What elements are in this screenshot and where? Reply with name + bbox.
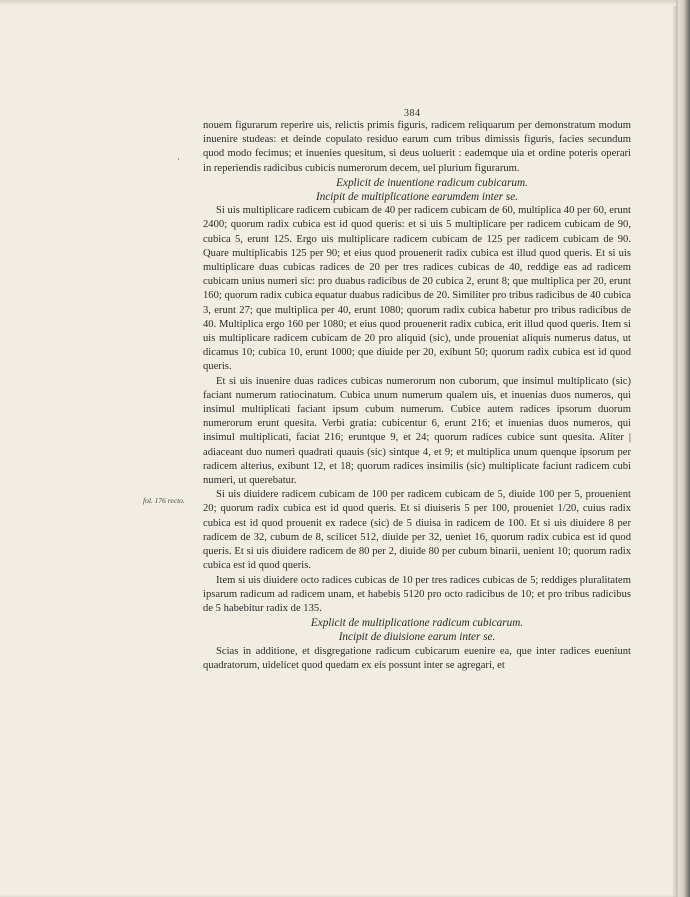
paragraph: nouem figurarum reperire uis, relictis primis figuris, radicem reliquarum per demonstratum modum inuenire studeas: et deinde copulato residuo earum cum tribus dimissis figuris, facies secundum quod modo fecimus; et inuenies quesitum, si deus uoluerit : eademque uia et ordine poteris operari in reperiendis radicibus cubicis numerorum decem, uel plurium figurarum. xyxy=(203,120,631,174)
section-heading: Incipit de diuisione earum inter se. xyxy=(338,631,496,644)
paragraph: Scias in additione, et disgregatione radicum cubicarum euenire ea, que inter radices eueniunt quadratorum, uidelicet quod quedam ex eis possunt inter se agregari, et xyxy=(203,645,631,671)
paragraph: Si uis diuidere radicem cubicam de 100 per radicem cubicam de 5, diuide 100 per 5, prouenient 20; quorum radix cubica est id quod queris. Et si diuiseris 5 per 100, proueniet 1/20, cuius radix cubica est id quod prouenit ex radece (sic) de 5 diuisa in radicem de 100. Et si uis diuidere 8 per radicem de 32, cubum de 8, scilicet 512, diuide per 32, ueniet 16, quorum radix cubica est id quod queris. Et si uis diuidere radicem de 80 per 2, diuide 80 per cubum binarii, uenient 10; quorum radix cubica est id quod queris. xyxy=(203,489,631,572)
paragraph: Si uis multiplicare radicem cubicam de 40 per radicem cubicam de 60, multiplica 40 per 60, erunt 2400; quorum radix cubica est id quod queris: et si uis 5 multiplicare per radicem cubicam de 90, cubica 5, erunt 125. Ergo uis multiplicare radicem cubicam de 125 per radicem cubicam de 90. Quare multiplicabis 125 per 90; et eius quod prouenerit radix cubica est illud quod queris. Et si uis multiplicare duas cubicas radices de 20 per tres radices cubicas de 40, reddige eas ad radicem cubicam unius numeri sic: pro duabus radicibus de 20 cubica 2, erunt 8; que multiplica per 20, erunt 160; quorum radix cubica equatur duabus radicibus de 20. Similiter pro tribus radicibus de 40 cubica 3, erunt 27; que multiplica per 40, erunt 1080; quorum radix cubica habetur pro tribus radicibus de 40. Multiplica ergo 160 per 1080; et eius quod prouenerit radix cubica, erit illud quod queris. Item si uis multiplicare radicem cubicam de 20 pro aliquid (sic), unde proueniat aliquis numerus datus, ut dicamus 10; cubica 10, erunt 1000; que diuide per 20, exibunt 50; quorum radix cubica est id quod queris. xyxy=(203,205,631,373)
body-text xyxy=(203,119,631,673)
paragraph: Item si uis diuidere octo radices cubicas de 10 per tres radices cubicas de 5; reddiges pluralitatem ipsarum radicum ad radicem unam, et habebis 5120 pro octo radicibus de 10; et pro tribus radicibus de 5 habebitur radix de 135. xyxy=(203,574,631,614)
section-heading: Explicit de multiplicatione radicum cubicarum. xyxy=(310,617,524,630)
margin-mark xyxy=(178,158,179,160)
section-heading: Explicit de inuentione radicum cubicarum. xyxy=(336,176,528,189)
page-edge xyxy=(676,0,690,897)
section-heading: Incipit de multiplicatione earumdem inter se. xyxy=(316,191,518,204)
paragraph: Et si uis inuenire duas radices cubicas numerorum non cuborum, que insimul multiplicato (sic) faciant numerum ratiocinatum. Cubica unum numerum qualem uis, et inuenias duos numeros, qui insimul multiplicati faciant ipsum cubum numerum. Cubice autem radices ipsorum duorum numerorum erunt quesita. Verbi gratia: cubicentur 6, erunt 216; et inuenias duos numeros, qui insimul multiplicati, faciat 216; eruntque 9, et 24; quorum radices cubice sunt quesita. Aliter | adiaceant duo numeri quadrati quauis (sic) sintque 4, et 9; et multiplica unum quenque ipsorum per radicem alterius, exibunt 12, et 18; quorum radices insimilis (sic) multiplicate faciunt radicem cubi numeri, ut querebatur. xyxy=(203,375,631,487)
margin-folio-note: fol. 176 recto. xyxy=(143,496,185,505)
page-number: 384 xyxy=(404,108,421,119)
